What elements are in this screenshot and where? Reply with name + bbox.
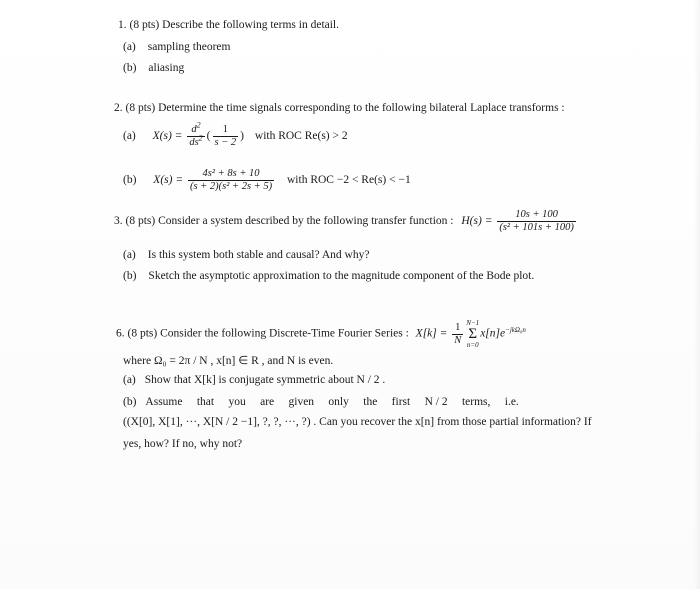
q2-b-lhs: X(s) = — [153, 174, 184, 187]
q2-b-fraction — [188, 168, 274, 193]
q6-lhs: X[k] = — [415, 327, 448, 340]
q6-summation — [466, 319, 479, 349]
q2-a-d-num: d — [191, 124, 197, 135]
q3-h-num: 10s + 100 — [515, 209, 558, 220]
q6-b-text1: Assume that you are given only the first N / 2 terms, i.e. — [145, 396, 519, 408]
q6-sum-bot: n=0 — [466, 341, 479, 349]
q3-b-text: Sketch the asymptotic approximation to the magnitude component of the Bode plot. — [148, 270, 535, 282]
q6-b-line1 — [123, 396, 593, 408]
q3-a-text: Is this system both stable and causal? And why? — [147, 249, 370, 261]
q6-a — [123, 374, 385, 386]
q2-title: 2. (8 pts) Determine the time signals corresponding to the following bilateral Laplace transforms : — [114, 102, 565, 114]
q2-b-num: 4s² + 8s + 10 — [202, 168, 260, 179]
q2-a-inner-fraction — [213, 124, 239, 149]
q2-a: (a) X(s) = $\frac{d^2}{ds^2}$ ( $\frac{1}{s - 2}$ ) with ROC Re(s) > 2 — [123, 120, 348, 148]
q2-a-inner-num: 1 — [222, 124, 228, 135]
q6-title-row — [116, 319, 526, 349]
q2-a-label: (a) — [123, 130, 136, 143]
q2-a-roc: with ROC Re(s) > 2 — [254, 130, 348, 143]
q6-exp: −jkΩ₀n — [505, 325, 526, 334]
q3-b-label: (b) — [123, 270, 137, 282]
q6-frac-num: 1 — [455, 321, 461, 333]
q2-b-den: (s + 2)(s² + 2s + 5) — [189, 181, 273, 192]
q1-b-label: (b) — [123, 62, 137, 74]
q6-frac-den: N — [454, 334, 462, 346]
q2-b — [123, 168, 411, 193]
q1-a-text: sampling theorem — [147, 41, 231, 53]
q3-h-lhs: H(s) = — [461, 215, 493, 228]
page-edge-shadow — [694, 0, 700, 589]
q2-a-lhs: X(s) = — [152, 130, 183, 143]
q6-where: where Ω₀ = 2π / N , x[n] ∈ R , and N is even. — [123, 355, 334, 367]
q3-title-row — [114, 209, 578, 234]
q1-b — [123, 62, 184, 74]
q6-rhs: x[n]e — [480, 327, 506, 340]
q6-b-label: (b) — [123, 396, 137, 408]
q2-a-derivative: $\frac{d^2}{ds^2}$ — [189, 120, 203, 148]
q6-b-line3: yes, how? If no, why not? — [123, 438, 243, 450]
q3-h-fraction — [497, 209, 575, 234]
q2-a-d-den: ds — [189, 137, 199, 148]
q1-title: 1. (8 pts) Describe the following terms in detail. — [118, 19, 340, 31]
q6-b-line2: ((X[0], X[1], ···, X[N / 2 −1], ?, ?, ···, ?) . Can you recover the x[n] from those partial information? If — [123, 416, 592, 428]
q1-a — [123, 41, 230, 53]
q3-title: 3. (8 pts) Consider a system described by the following transfer function : — [114, 215, 454, 228]
q2-a-inner-den: s − 2 — [214, 137, 237, 148]
q6-a-text: Show that X[k] is conjugate symmetric about N / 2 . — [144, 374, 386, 386]
q3-h-den: (s² + 101s + 100) — [499, 222, 574, 233]
q6-fraction — [452, 322, 463, 347]
q6-a-label: (a) — [123, 374, 136, 386]
q2-b-roc: with ROC −2 < Re(s) < −1 — [287, 174, 411, 187]
sigma-icon: Σ — [468, 326, 478, 342]
q3-a-label: (a) — [123, 249, 136, 261]
q3-a — [123, 249, 369, 261]
q1-b-text: aliasing — [148, 62, 185, 74]
q2-b-label: (b) — [123, 174, 137, 187]
q3-b — [123, 270, 534, 282]
q1-a-label: (a) — [123, 41, 136, 53]
q6-title: 6. (8 pts) Consider the following Discrete-Time Fourier Series : — [116, 327, 409, 340]
q6-sum-top: N−1 — [466, 319, 480, 327]
